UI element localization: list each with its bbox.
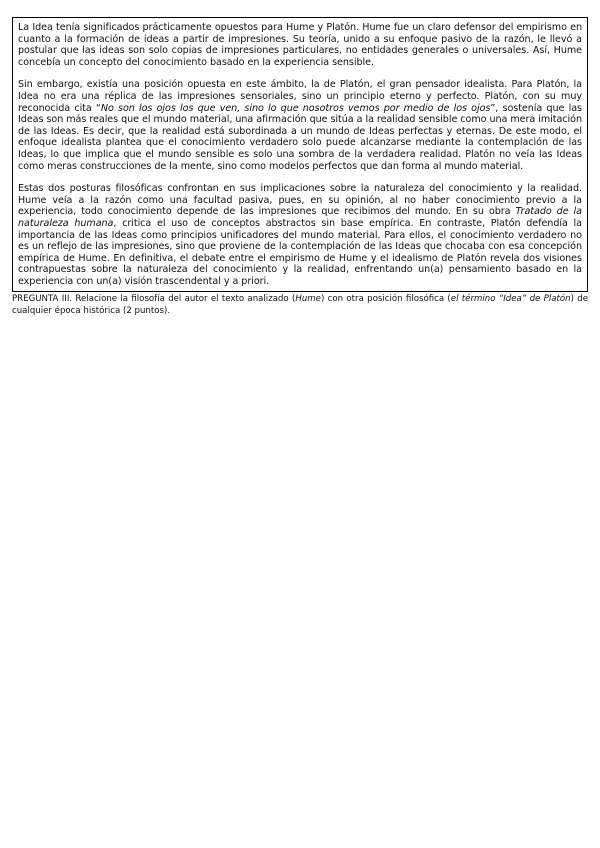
paragraph-1-text: La Idea tenía significados prácticamente opuestos para Hume y Platón. Hume fue un claro defensor del empirismo en cuanto a la formación de ideas a partir de impresiones. Su teoría, unido a su enfoque pasivo de la razón, le llevó a postular que las ideas son solo copias de impresiones particulares, no entidades generales o universales. Así, Hume concebía un concepto del conocimiento basado en la experiencia sensible. bbox=[18, 22, 582, 68]
question-term: el término “Idea” de Platón bbox=[450, 294, 571, 305]
question-text-c: ) de cualquier época histórica (2 puntos). bbox=[12, 294, 589, 316]
paragraph-3-text-a: Estas dos posturas filosóficas confrontan en sus implicaciones sobre la naturaleza del conocimiento y la realidad. Hume veía a la razón como una facultad pasiva, pues, en su opinión, al no haber conocimiento previo a la experiencia, todo conocimiento depende de las impresiones que recibimos del mundo. En su obra bbox=[18, 183, 582, 218]
document-page bbox=[12, 17, 588, 317]
paragraph-1 bbox=[18, 22, 582, 68]
plato-quote: No son los ojos los que ven, sino lo que nosotros vemos por medio de los ojos bbox=[100, 102, 491, 114]
paragraph-2 bbox=[18, 79, 582, 172]
question-text-a: PREGUNTA III. Relacione la filosofía del autor el texto analizado ( bbox=[12, 294, 296, 305]
question-prompt bbox=[12, 294, 588, 316]
paragraph-3-text-b: , critica el uso de conceptos abstractos sin base empírica. En contraste, Platón defendía la importancia de las Ideas como principios unificadores del mundo material. Para ellos, el conocimiento verdadero no es un reflejo de las impresiones, sino que proviene de la contemplación de las Ideas que chocaba con esa concepción empírica de Hume. En definitiva, el debate entre el empirismo de Hume y el idealismo de Platón revela dos visiones contrapuestas sobre la naturaleza del conocimiento y la realidad, enfrentando un(a) pensamiento basado en la experiencia con un(a) visión trascendental y a priori. bbox=[18, 217, 582, 287]
book-title: Tratado de la naturaleza humana bbox=[18, 206, 582, 229]
paragraph-2-text-b: ”, sostenía que las Ideas son más reales que el mundo material, una afirmación que sitúa a la realidad sensible como una mera imitación de las Ideas. Es decir, que la realidad está subordinada a un mundo de Ideas perfectas y eternas. De este modo, el enfoque idealista plantea que el conocimiento verdadero solo puede alcanzarse mediante la contemplación de las Ideas, lo que implica que el mundo sensible es solo una sombra de la verdadera realidad. Platón no veía las Ideas como meras construcciones de la mente, sino como modelos perfectos que dan forma al mundo material. bbox=[18, 102, 582, 172]
question-text-b: ) con otra posición filosófica ( bbox=[320, 294, 451, 305]
paragraph-3 bbox=[18, 183, 582, 287]
answer-text-box bbox=[12, 17, 588, 292]
question-author: Hume bbox=[295, 294, 321, 305]
paragraph-2-text-a: Sin embargo, existía una posición opuesta en este ámbito, la de Platón, el gran pensador idealista. Para Platón, la Idea no era una réplica de las impresiones sensoriales, sino un principio eterno y perfecto. Platón, con su muy reconocida cita “ bbox=[18, 79, 582, 114]
